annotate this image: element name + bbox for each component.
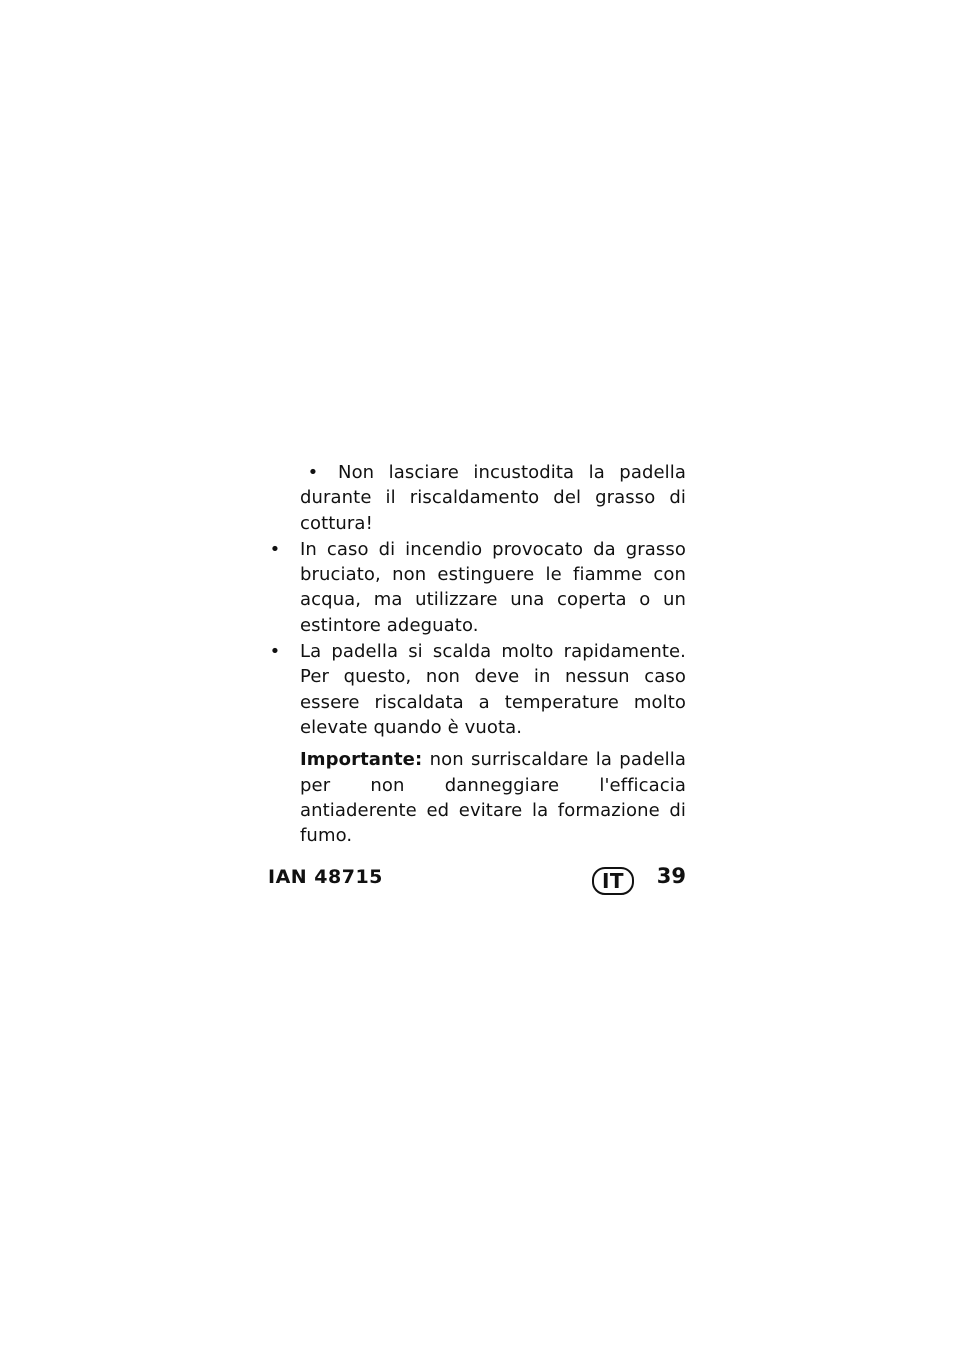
- list-item: [268, 537, 686, 638]
- page-footer: [268, 866, 686, 896]
- bullet-icon: •: [307, 462, 319, 483]
- list-item: [268, 460, 686, 536]
- language-badge: IT: [592, 867, 634, 895]
- page-number: 39: [656, 864, 686, 888]
- list-item-text: In caso di incendio provocato da grasso bruciato, non estinguere le fiamme con acqua, ma utilizzare una coperta o un estintore adeguato.: [300, 538, 686, 636]
- ian-code: IAN 48715: [268, 866, 383, 888]
- main-content: [268, 460, 686, 848]
- list-item-text: La padella si scalda molto rapidamente. Per questo, non deve in nessun caso essere riscaldata a temperature molto elevate quando è vuota.: [300, 641, 686, 738]
- important-label: Importante:: [300, 749, 423, 771]
- list-item-text: Non lasciare incustodita la padella durante il riscaldamento del grasso di cottura!: [300, 462, 686, 534]
- important-note: [268, 747, 686, 848]
- bullet-icon: •: [269, 538, 281, 560]
- list-item: [268, 639, 686, 740]
- bullet-icon: •: [269, 641, 281, 663]
- important-text: non surriscaldare la padella per non danneggiare l'efficacia antiaderente ed evitare la formazione di fumo.: [300, 749, 686, 847]
